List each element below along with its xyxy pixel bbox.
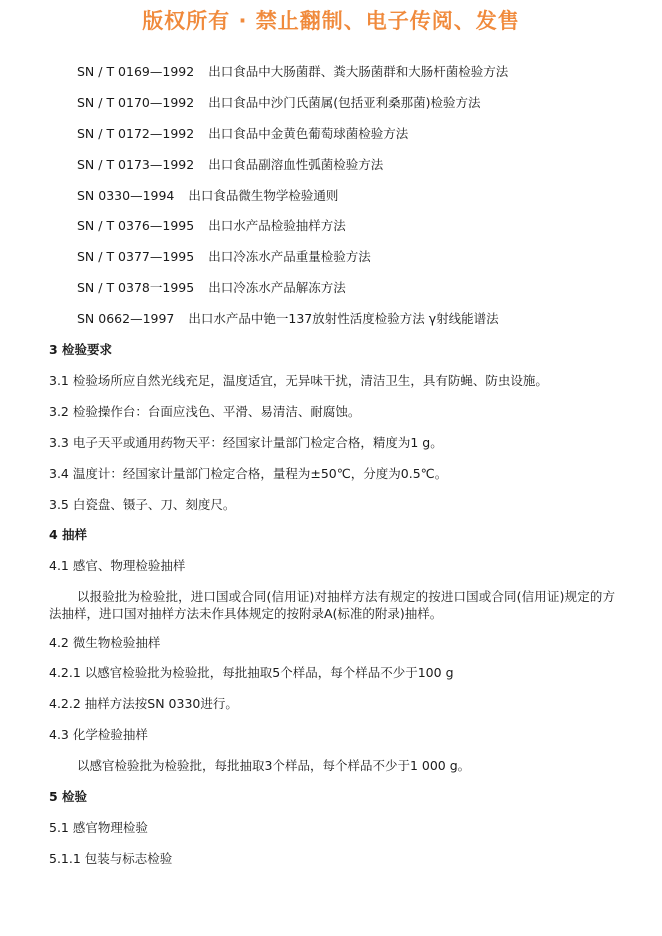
paragraph: 以报验批为检验批，进口国或合同(信用证)对抽样方法有规定的按进口国或合同(信用证)规定的方法抽样，进口国对抽样方法未作具体规定的按附录A(标准的附录)抽样。 [49,589,615,621]
clause-item: 3.5 白瓷盘、镊子、刀、刻度尺。 [49,497,236,512]
reference-code: SN 0662—1997 [77,311,175,326]
clause-item: 3.2 检验操作台：台面应浅色、平滑、易清洁、耐腐蚀。 [49,404,361,419]
subsection-heading: 4.1 感官、物理检验抽样 [49,558,186,573]
clause-item: 4.2.2 抽样方法按SN 0330进行。 [49,696,238,711]
reference-code: SN / T 0173—1992 [77,157,195,172]
reference-code: SN 0330—1994 [77,188,175,203]
section-heading: 4 抽样 [49,527,88,542]
reference-title: 出口食品副溶血性弧菌检验方法 [208,157,384,172]
clause-item: 3.3 电子天平或通用药物天平：经国家计量部门检定合格，精度为1 g。 [49,435,443,450]
reference-title: 出口食品中大肠菌群、粪大肠菌群和大肠杆菌检验方法 [208,64,509,79]
reference-item [77,126,408,142]
reference-code: SN / T 0170—1992 [77,95,195,110]
reference-title: 出口冷冻水产品重量检验方法 [208,249,371,264]
clause-item: 5.1.1 包装与标志检验 [49,851,173,866]
reference-item [77,249,371,265]
subsection-heading: 4.2 微生物检验抽样 [49,635,161,650]
reference-title: 出口水产品检验抽样方法 [208,218,346,233]
section-heading: 5 检验 [49,789,88,804]
reference-item [77,95,480,111]
section-heading: 3 检验要求 [49,342,113,357]
reference-code: SN / T 0169—1992 [77,64,195,79]
reference-code: SN / T 0172—1992 [77,126,195,141]
reference-item [77,311,499,327]
subsection-heading: 5.1 感官物理检验 [49,820,148,835]
clause-item: 3.1 检验场所应自然光线充足，温度适宜，无异味干扰，清洁卫生，具有防蝇、防虫设施。 [49,373,548,388]
reference-title: 出口冷冻水产品解冻方法 [208,280,346,295]
copyright-watermark: 版权所有 · 禁止翻制、电子传阅、发售 [142,9,520,33]
reference-item [77,157,383,173]
paragraph: 以感官检验批为检验批，每批抽取3个样品，每个样品不少于1 000 g。 [77,758,471,773]
clause-item: 3.4 温度计：经国家计量部门检定合格，量程为±50℃，分度为0.5℃。 [49,466,448,481]
reference-code: SN / T 0378一1995 [77,280,195,295]
reference-title: 出口水产品中铯一137放射性活度检验方法 γ射线能谱法 [188,311,499,326]
reference-item [77,188,338,204]
subsection-heading: 4.3 化学检验抽样 [49,727,148,742]
reference-title: 出口食品中沙门氏菌属(包括亚利桑那菌)检验方法 [208,95,481,110]
reference-title: 出口食品中金黄色葡萄球菌检验方法 [208,126,409,141]
reference-item [77,218,346,234]
clause-item: 4.2.1 以感官检验批为检验批，每批抽取5个样品，每个样品不少于100 g [49,665,454,680]
reference-code: SN / T 0376—1995 [77,218,195,233]
reference-code: SN / T 0377—1995 [77,249,195,264]
reference-title: 出口食品微生物学检验通则 [188,188,339,203]
reference-item [77,280,346,296]
reference-item [77,64,508,80]
